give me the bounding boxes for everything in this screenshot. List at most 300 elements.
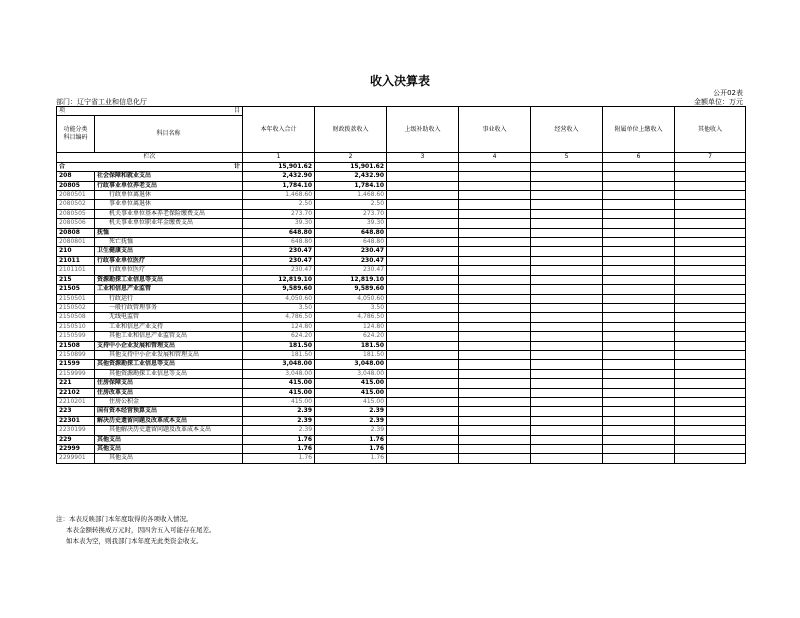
row-value-1: 4,050.60	[243, 294, 315, 303]
row-name: 事业单位离退休	[95, 200, 243, 209]
row-code: 21599	[57, 360, 95, 369]
row-value-5	[531, 313, 603, 322]
row-value-1: 39.30	[243, 219, 315, 228]
row-value-4	[459, 228, 531, 237]
row-value-2: 124.80	[315, 322, 387, 331]
mu-label: 目	[234, 107, 241, 114]
table-row	[57, 219, 746, 228]
table-row	[57, 397, 746, 406]
row-value-2: 230.47	[315, 266, 387, 275]
row-value-5	[531, 369, 603, 378]
table-code: 公开02表	[713, 89, 743, 97]
row-value-7	[675, 388, 746, 397]
row-value-5	[531, 332, 603, 341]
table-row	[57, 379, 746, 388]
row-value-4	[459, 256, 531, 265]
row-value-1: 648.80	[243, 228, 315, 237]
total-4	[459, 162, 531, 171]
row-name: 社会保障和就业支出	[95, 172, 243, 181]
row-value-4	[459, 313, 531, 322]
table-row	[57, 369, 746, 378]
row-value-7	[675, 322, 746, 331]
row-value-4	[459, 275, 531, 284]
col-num-1: 1	[243, 153, 315, 162]
row-value-1: 2.39	[243, 416, 315, 425]
row-value-6	[603, 322, 675, 331]
notes	[56, 514, 216, 547]
row-value-5	[531, 341, 603, 350]
row-name: 其他支持中小企业发展和管理支出	[95, 350, 243, 359]
col-header-6: 附属单位上缴收入	[603, 107, 675, 153]
row-value-7	[675, 191, 746, 200]
row-name: 一般行政管理事务	[95, 303, 243, 312]
row-value-3	[387, 322, 459, 331]
table-row	[57, 350, 746, 359]
total-row	[57, 162, 746, 171]
row-name: 其他工业和信息产业监管支出	[95, 332, 243, 341]
row-value-2: 1,468.60	[315, 191, 387, 200]
row-code: 2150899	[57, 350, 95, 359]
col-header-2: 财政拨款收入	[315, 107, 387, 153]
row-name: 资源勘探工业信息等支出	[95, 275, 243, 284]
row-value-2: 2.39	[315, 426, 387, 435]
note-2: 本表金额转换成万元时，因四舍五入可能存在尾差。	[66, 526, 216, 534]
row-value-6	[603, 266, 675, 275]
row-value-1: 2.50	[243, 200, 315, 209]
row-value-7	[675, 266, 746, 275]
row-value-3	[387, 294, 459, 303]
row-value-7	[675, 369, 746, 378]
row-value-3	[387, 303, 459, 312]
row-value-2: 1,784.10	[315, 181, 387, 190]
row-code: 20805	[57, 181, 95, 190]
table-row	[57, 238, 746, 247]
row-value-7	[675, 256, 746, 265]
row-code: 21505	[57, 285, 95, 294]
row-code: 2150502	[57, 303, 95, 312]
row-value-4	[459, 238, 531, 247]
row-value-6	[603, 285, 675, 294]
row-value-7	[675, 350, 746, 359]
row-name: 抚恤	[95, 228, 243, 237]
row-name: 行政事业单位养老支出	[95, 181, 243, 190]
row-value-3	[387, 350, 459, 359]
row-value-1: 9,589.60	[243, 285, 315, 294]
col-num-6: 6	[603, 153, 675, 162]
row-code: 21508	[57, 341, 95, 350]
row-value-5	[531, 360, 603, 369]
row-code: 2080506	[57, 219, 95, 228]
table-row	[57, 416, 746, 425]
row-value-7	[675, 219, 746, 228]
row-value-3	[387, 219, 459, 228]
row-value-7	[675, 435, 746, 444]
row-value-6	[603, 332, 675, 341]
row-code: 2080801	[57, 238, 95, 247]
row-value-2: 1.76	[315, 445, 387, 454]
row-value-4	[459, 350, 531, 359]
row-value-2: 2.39	[315, 407, 387, 416]
row-name: 机关事业单位职业年金缴费支出	[95, 219, 243, 228]
row-value-4	[459, 388, 531, 397]
row-code: 2150501	[57, 294, 95, 303]
row-value-4	[459, 435, 531, 444]
row-value-4	[459, 341, 531, 350]
row-value-2: 4,786.50	[315, 313, 387, 322]
lanci-row	[57, 153, 746, 162]
row-value-3	[387, 454, 459, 463]
row-value-7	[675, 228, 746, 237]
row-value-3	[387, 209, 459, 218]
row-value-2: 1.76	[315, 435, 387, 444]
row-value-7	[675, 397, 746, 406]
row-value-5	[531, 191, 603, 200]
row-code: 208	[57, 172, 95, 181]
lanci-label: 栏次	[57, 153, 243, 162]
table-row	[57, 285, 746, 294]
table-row	[57, 256, 746, 265]
row-value-4	[459, 322, 531, 331]
row-value-6	[603, 181, 675, 190]
row-value-7	[675, 303, 746, 312]
row-value-6	[603, 388, 675, 397]
row-code: 2230199	[57, 426, 95, 435]
row-value-6	[603, 369, 675, 378]
note-3: 如本表为空，则我部门本年度无此类资金收支。	[66, 537, 203, 545]
row-code: 2210201	[57, 397, 95, 406]
row-value-6	[603, 209, 675, 218]
col-num-4: 4	[459, 153, 531, 162]
row-name: 行政单位医疗	[95, 266, 243, 275]
table-row	[57, 322, 746, 331]
row-name: 其他支出	[95, 454, 243, 463]
row-value-6	[603, 294, 675, 303]
row-value-7	[675, 416, 746, 425]
row-value-5	[531, 445, 603, 454]
row-value-1: 624.20	[243, 332, 315, 341]
row-value-6	[603, 454, 675, 463]
row-value-5	[531, 181, 603, 190]
row-value-4	[459, 303, 531, 312]
row-value-2: 624.20	[315, 332, 387, 341]
row-value-4	[459, 454, 531, 463]
row-code: 2101101	[57, 266, 95, 275]
row-value-1: 181.50	[243, 350, 315, 359]
row-code: 221	[57, 379, 95, 388]
row-value-6	[603, 341, 675, 350]
row-value-3	[387, 360, 459, 369]
row-name: 行政单位离退休	[95, 191, 243, 200]
row-value-6	[603, 379, 675, 388]
row-value-5	[531, 219, 603, 228]
row-value-6	[603, 172, 675, 181]
row-value-6	[603, 435, 675, 444]
row-name: 卫生健康支出	[95, 247, 243, 256]
row-value-2: 415.00	[315, 397, 387, 406]
row-code: 22102	[57, 388, 95, 397]
row-value-3	[387, 228, 459, 237]
row-value-4	[459, 369, 531, 378]
row-value-7	[675, 313, 746, 322]
row-code: 210	[57, 247, 95, 256]
row-value-5	[531, 228, 603, 237]
row-name: 其他支出	[95, 445, 243, 454]
row-value-5	[531, 435, 603, 444]
row-name: 解决历史遗留问题及改革成本支出	[95, 416, 243, 425]
row-value-3	[387, 200, 459, 209]
ji-label: 计	[234, 162, 241, 170]
row-value-5	[531, 200, 603, 209]
row-name: 支持中小企业发展和管理支出	[95, 341, 243, 350]
row-value-7	[675, 379, 746, 388]
row-value-1: 12,819.10	[243, 275, 315, 284]
row-value-1: 230.47	[243, 266, 315, 275]
row-value-4	[459, 416, 531, 425]
table-row	[57, 181, 746, 190]
row-code: 2150510	[57, 322, 95, 331]
row-value-2: 1.76	[315, 454, 387, 463]
row-value-1: 1,468.60	[243, 191, 315, 200]
total-7	[675, 162, 746, 171]
table-row	[57, 341, 746, 350]
row-value-2: 273.70	[315, 209, 387, 218]
total-2: 15,901.62	[315, 162, 387, 171]
row-value-3	[387, 247, 459, 256]
row-value-1: 3,048.00	[243, 360, 315, 369]
row-value-2: 3,048.00	[315, 369, 387, 378]
row-value-2: 648.80	[315, 238, 387, 247]
row-value-6	[603, 416, 675, 425]
row-name: 行政事业单位医疗	[95, 256, 243, 265]
row-value-4	[459, 426, 531, 435]
row-value-2: 648.80	[315, 228, 387, 237]
row-code: 22301	[57, 416, 95, 425]
row-value-7	[675, 332, 746, 341]
row-code: 2080502	[57, 200, 95, 209]
row-value-5	[531, 266, 603, 275]
row-value-2: 3.50	[315, 303, 387, 312]
row-value-3	[387, 285, 459, 294]
row-value-1: 181.50	[243, 341, 315, 350]
row-value-2: 2.50	[315, 200, 387, 209]
total-1: 15,901.62	[243, 162, 315, 171]
row-value-3	[387, 191, 459, 200]
row-value-2: 39.30	[315, 219, 387, 228]
row-code: 20808	[57, 228, 95, 237]
row-value-2: 415.00	[315, 388, 387, 397]
row-value-5	[531, 285, 603, 294]
row-name: 其他资源勘探工业信息等支出	[95, 360, 243, 369]
row-value-2: 415.00	[315, 379, 387, 388]
row-value-3	[387, 266, 459, 275]
row-value-4	[459, 332, 531, 341]
row-code: 223	[57, 407, 95, 416]
row-value-5	[531, 303, 603, 312]
row-value-5	[531, 294, 603, 303]
row-value-3	[387, 435, 459, 444]
total-3	[387, 162, 459, 171]
row-value-6	[603, 303, 675, 312]
row-value-3	[387, 369, 459, 378]
row-value-7	[675, 341, 746, 350]
row-name: 其他解决历史遗留问题及改革成本支出	[95, 426, 243, 435]
col-header-5: 经营收入	[531, 107, 603, 153]
func-code-header: 功能分类 科目编码	[57, 116, 95, 153]
table-row	[57, 191, 746, 200]
row-value-5	[531, 407, 603, 416]
table-row	[57, 303, 746, 312]
table-row	[57, 266, 746, 275]
unit-label: 金额单位：万元	[694, 98, 743, 106]
row-value-6	[603, 350, 675, 359]
row-value-6	[603, 238, 675, 247]
table-row	[57, 247, 746, 256]
row-value-7	[675, 247, 746, 256]
row-code: 21011	[57, 256, 95, 265]
row-value-5	[531, 275, 603, 284]
row-value-3	[387, 332, 459, 341]
row-value-4	[459, 200, 531, 209]
table-row	[57, 228, 746, 237]
row-code: 22999	[57, 445, 95, 454]
subject-name-header: 科目名称	[95, 116, 243, 153]
row-value-3	[387, 181, 459, 190]
row-name: 住房改革支出	[95, 388, 243, 397]
row-value-2: 12,819.10	[315, 275, 387, 284]
income-table	[56, 106, 746, 464]
col-num-3: 3	[387, 153, 459, 162]
row-value-3	[387, 275, 459, 284]
row-name: 国有资本经营预算支出	[95, 407, 243, 416]
row-value-7	[675, 294, 746, 303]
table-row	[57, 435, 746, 444]
row-value-2: 181.50	[315, 350, 387, 359]
row-value-1: 124.80	[243, 322, 315, 331]
row-value-5	[531, 379, 603, 388]
row-value-7	[675, 209, 746, 218]
row-value-1: 1.76	[243, 454, 315, 463]
row-value-6	[603, 397, 675, 406]
table-row	[57, 445, 746, 454]
row-name: 工业和信息产业监管	[95, 285, 243, 294]
row-code: 2150508	[57, 313, 95, 322]
row-value-1: 3,048.00	[243, 369, 315, 378]
row-value-4	[459, 285, 531, 294]
table-row	[57, 454, 746, 463]
department-label: 部门：辽宁省工业和信息化厅	[56, 98, 147, 106]
row-value-2: 3,048.00	[315, 360, 387, 369]
row-value-4	[459, 219, 531, 228]
row-value-4	[459, 209, 531, 218]
row-value-3	[387, 416, 459, 425]
row-value-4	[459, 445, 531, 454]
xiang-label: 项	[59, 107, 66, 114]
row-value-2: 4,050.60	[315, 294, 387, 303]
row-value-3	[387, 397, 459, 406]
table-row	[57, 172, 746, 181]
row-value-1: 415.00	[243, 379, 315, 388]
row-value-3	[387, 426, 459, 435]
row-name: 其他资源勘探工业信息等支出	[95, 369, 243, 378]
table-row	[57, 388, 746, 397]
row-value-5	[531, 350, 603, 359]
row-value-1: 648.80	[243, 238, 315, 247]
row-value-7	[675, 445, 746, 454]
row-value-6	[603, 426, 675, 435]
row-value-3	[387, 407, 459, 416]
row-name: 死亡抚恤	[95, 238, 243, 247]
table-row	[57, 200, 746, 209]
row-value-5	[531, 388, 603, 397]
row-value-1: 415.00	[243, 388, 315, 397]
col-num-7: 7	[675, 153, 746, 162]
table-row	[57, 209, 746, 218]
row-value-3	[387, 379, 459, 388]
col-header-3: 上级补助收入	[387, 107, 459, 153]
row-value-4	[459, 379, 531, 388]
row-value-6	[603, 200, 675, 209]
row-value-4	[459, 360, 531, 369]
col-header-4: 事业收入	[459, 107, 531, 153]
row-value-1: 2.39	[243, 407, 315, 416]
col-num-2: 2	[315, 153, 387, 162]
row-value-3	[387, 341, 459, 350]
row-value-2: 9,589.60	[315, 285, 387, 294]
row-value-3	[387, 172, 459, 181]
row-value-7	[675, 360, 746, 369]
row-value-5	[531, 322, 603, 331]
row-value-3	[387, 238, 459, 247]
row-value-1: 1,784.10	[243, 181, 315, 190]
table-row	[57, 426, 746, 435]
row-value-5	[531, 416, 603, 425]
row-value-7	[675, 275, 746, 284]
row-code: 2299901	[57, 454, 95, 463]
table-row	[57, 294, 746, 303]
table-row	[57, 360, 746, 369]
table-row	[57, 275, 746, 284]
note-1: 注：本表反映部门本年度取得的各项收入情况。	[56, 515, 193, 523]
row-value-1: 1.76	[243, 435, 315, 444]
row-value-6	[603, 247, 675, 256]
row-code: 2150599	[57, 332, 95, 341]
row-value-7	[675, 181, 746, 190]
row-value-4	[459, 407, 531, 416]
row-value-3	[387, 445, 459, 454]
row-value-1: 1.76	[243, 445, 315, 454]
row-code: 2080501	[57, 191, 95, 200]
row-value-7	[675, 200, 746, 209]
row-code: 215	[57, 275, 95, 284]
row-value-7	[675, 238, 746, 247]
row-value-6	[603, 219, 675, 228]
page-title: 收入决算表	[369, 74, 430, 88]
row-value-4	[459, 191, 531, 200]
row-value-1: 230.47	[243, 247, 315, 256]
row-value-2: 230.47	[315, 247, 387, 256]
row-value-3	[387, 256, 459, 265]
row-value-1: 2,432.90	[243, 172, 315, 181]
row-code: 2159999	[57, 369, 95, 378]
row-value-1: 4,786.50	[243, 313, 315, 322]
col-header-7: 其他收入	[675, 107, 746, 153]
row-value-2: 230.47	[315, 256, 387, 265]
row-code: 2080505	[57, 209, 95, 218]
row-value-7	[675, 407, 746, 416]
row-name: 其他支出	[95, 435, 243, 444]
row-value-5	[531, 397, 603, 406]
row-name: 行政运行	[95, 294, 243, 303]
